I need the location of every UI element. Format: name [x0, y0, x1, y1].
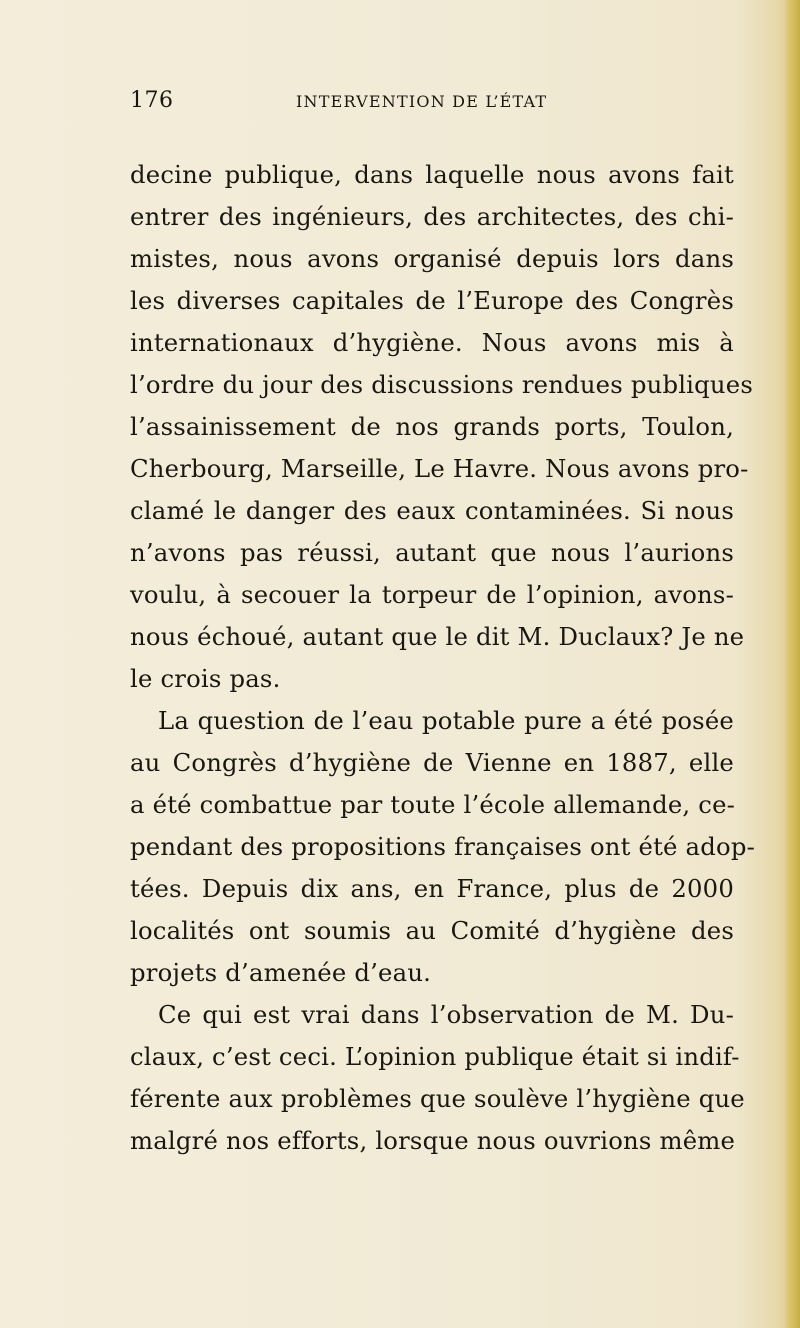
text-line: clamé le danger des eaux contaminées. Si nous	[130, 496, 734, 525]
text-line: pendant des propositions françaises ont été adop-	[130, 832, 755, 861]
text-line: l’ordre du jour des discussions rendues publiques	[130, 370, 753, 399]
text-line: Ce qui est vrai dans l’observation de M. Du-	[158, 1000, 734, 1029]
text-line: malgré nos efforts, lorsque nous ouvrions même	[130, 1126, 736, 1155]
text-line: férente aux problèmes que soulève l’hygiène que	[130, 1084, 745, 1113]
text-line: claux, c’est ceci. L’opinion publique était si indif-	[130, 1042, 740, 1071]
text-line: Cherbourg, Marseille, Le Havre. Nous avons pro-	[130, 454, 749, 483]
text-line: le crois pas.	[130, 664, 281, 693]
text-line: tées. Depuis dix ans, en France, plus de 2000	[130, 874, 734, 903]
page-number: 176	[130, 88, 174, 113]
page-edge	[784, 0, 800, 1328]
text-line: a été combattue par toute l’école allemande, ce-	[130, 790, 736, 819]
text-line: La question de l’eau potable pure a été posée	[158, 706, 734, 735]
text-line: internationaux d’hygiène. Nous avons mis à	[130, 328, 734, 357]
body-text	[130, 154, 755, 1162]
text-line: les diverses capitales de l’Europe des Congrès	[130, 286, 734, 315]
text-line: nous échoué, autant que le dit M. Duclaux? Je ne	[130, 622, 745, 651]
text-line: localités ont soumis au Comité d’hygiène des	[130, 916, 734, 945]
text-line: voulu, à secouer la torpeur de l’opinion, avons-	[130, 580, 734, 609]
text-line: n’avons pas réussi, autant que nous l’aurions	[130, 538, 734, 567]
running-head	[130, 88, 730, 118]
text-line: entrer des ingénieurs, des architectes, des chi-	[130, 202, 734, 231]
text-line: decine publique, dans laquelle nous avons fait	[130, 160, 734, 189]
running-title: INTERVENTION DE L’ÉTAT	[296, 92, 548, 111]
text-line: au Congrès d’hygiène de Vienne en 1887, elle	[130, 748, 734, 777]
text-line: mistes, nous avons organisé depuis lors dans	[130, 244, 734, 273]
text-line: l’assainissement de nos grands ports, Toulon,	[130, 412, 734, 441]
text-line: projets d’amenée d’eau.	[130, 958, 432, 987]
